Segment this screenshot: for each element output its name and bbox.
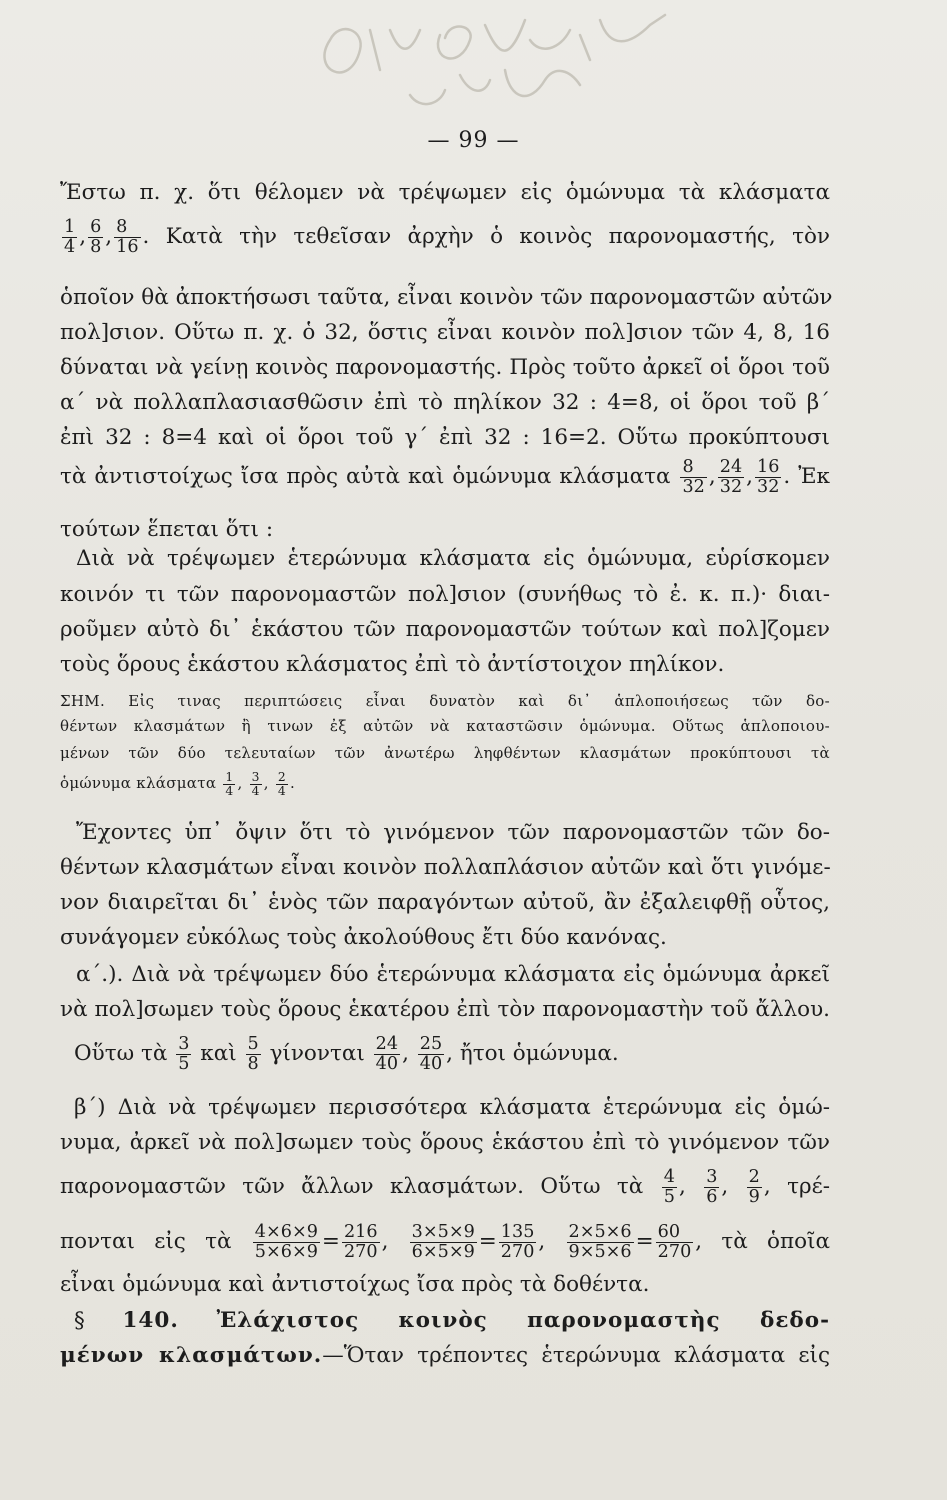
section-mark: § bbox=[74, 1308, 85, 1333]
section-number: 140. bbox=[122, 1308, 179, 1333]
fraction: $\frac{4}{5}$ bbox=[663, 1167, 675, 1207]
rule-b-line-4: πονται εἰς τὰ $\frac{4\times 6\times 9}{5\times 6\times 9}$ = $\frac{216}{270}$ , $\frac{3\times 5\times 9}{6\times 5\times 9}$ = $\frac{135}{270}$ , $\frac{2\times 5\times 6}{9\times 5\times 6}$ = $\frac{60}{270}$ , τὰ ὁποῖα bbox=[60, 1222, 831, 1262]
p2-line-2: κοινόν τι τῶν παρονομαστῶν πολ]σιον (συνήθως τὸ ἐ. κ. π.)· διαι- bbox=[60, 582, 830, 607]
p1-line-6: α΄ νὰ πολλαπλασιασθῶσιν ἐπὶ τὸ πηλίκον 32 : 4=8, οἱ ὅροι τοῦ β΄ bbox=[60, 390, 830, 415]
fraction: $\frac{1}{4}$ bbox=[64, 217, 76, 257]
fraction: $\frac{1}{4}$ bbox=[225, 769, 234, 798]
p1-line-1: Ἔστω π. χ. ὅτι θέλομεν νὰ τρέψωμεν εἰς ὁμώνυμα τὰ κλάσματα bbox=[60, 180, 830, 205]
rule-a-line-2: νὰ πολ]σωμεν τοὺς ὅρους ἑκατέρου ἐπὶ τὸν παρονομαστὴν τοῦ ἄλλου. bbox=[60, 997, 830, 1022]
rule-b-line-1: β΄) Διὰ νὰ τρέψωμεν περισσότερα κλάσματα ἑτερώνυμα εἰς ὁμώ- bbox=[74, 1095, 830, 1120]
rule-b-line-2: νυμα, ἀρκεῖ νὰ πολ]σωμεν τοὺς ὅρους ἑκάστου ἐπὶ τὸ γινόμενον τῶν bbox=[60, 1130, 830, 1155]
p1-line-8: τὰ ἀντιστοίχως ἴσα πρὸς αὐτὰ καὶ ὁμώνυμα κλάσματα $\frac{8}{32}$ , $\frac{24}{32}$ , $\frac{16}{32}$ . Ἐκ bbox=[60, 457, 830, 497]
fraction: $\frac{8}{16}$ bbox=[116, 217, 139, 257]
fraction: $\frac{16}{32}$ bbox=[757, 457, 780, 497]
fraction: $\frac{25}{40}$ bbox=[419, 1034, 443, 1074]
fraction: $\frac{8}{32}$ bbox=[682, 457, 705, 497]
rule-b-line-5: εἶναι ὁμώνυμα καὶ ἀντιστοίχως ἴσα πρὸς τὰ δοθέντα. bbox=[60, 1272, 650, 1297]
fraction: $\frac{2}{4}$ bbox=[277, 769, 286, 798]
fraction: $\frac{216}{270}$ bbox=[343, 1222, 378, 1262]
p2-line-4: τοὺς ὅρους ἑκάστου κλάσματος ἐπὶ τὸ ἀντίστοιχον πηλίκον. bbox=[60, 652, 725, 677]
note-line-2: θέντων κλασμάτων ἢ τινων ἐξ αὐτῶν νὰ καταστῶσιν ὁμώνυμα. Οὕτως ἁπλοποιου- bbox=[60, 717, 830, 735]
fraction: $\frac{3}{5}$ bbox=[178, 1034, 190, 1074]
section-heading bbox=[60, 1306, 830, 1336]
note-line-4: ὁμώνυμα κλάσματα $\frac{1}{4}$ , $\frac{3}{4}$ , $\frac{2}{4}$ . bbox=[60, 769, 296, 798]
rule-b-line-3: παρονομαστῶν τῶν ἄλλων κλασμάτων. Οὕτω τὰ $\frac{4}{5}$ , $\frac{3}{6}$ , $\frac{2}{9}$ , τρέ- bbox=[60, 1167, 831, 1207]
fraction: $\frac{3}{6}$ bbox=[706, 1167, 718, 1207]
page-number: — 99 — bbox=[427, 128, 520, 153]
p1-line-2: $\frac{1}{4}$ , $\frac{6}{8}$ , $\frac{8}{16}$ . Κατὰ τὴν τεθεῖσαν ἀρχὴν ὁ κοινὸς παρονομαστής, τὸν bbox=[64, 217, 830, 257]
fraction: $\frac{60}{270}$ bbox=[657, 1222, 692, 1262]
p1-line-7: ἐπὶ 32 : 8=4 καὶ οἱ ὅροι τοῦ γ΄ ἐπὶ 32 : 16=2. Οὕτω προκύπτουσι bbox=[60, 425, 830, 450]
p2-line-3: ροῦμεν αὐτὸ δι᾽ ἑκάστου τῶν παρονομαστῶν τούτων καὶ πολ]ζομεν bbox=[60, 617, 830, 642]
section-line-2: μένων κλασμάτων.—Ὅταν τρέποντες ἑτερώνυμα κλάσματα εἰς bbox=[60, 1343, 830, 1368]
fraction: $\frac{3}{4}$ bbox=[251, 769, 260, 798]
fraction: $\frac{2}{9}$ bbox=[748, 1167, 760, 1207]
fraction: $\frac{135}{270}$ bbox=[500, 1222, 535, 1262]
p1-line-9: τούτων ἕπεται ὅτι : bbox=[60, 517, 274, 542]
fraction: $\frac{5}{8}$ bbox=[247, 1034, 259, 1074]
p3-line-4: συνάγομεν εὐκόλως τοὺς ἀκολούθους ἔτι δύο κανόνας. bbox=[60, 925, 667, 950]
rule-a-example: Οὕτω τὰ $\frac{3}{5}$ καὶ $\frac{5}{8}$ γίνονται $\frac{24}{40}$ , $\frac{25}{40}$ , ἤτοι ὁμώνυμα. bbox=[74, 1034, 619, 1074]
section-title: Ἐλάχιστος κοινὸς παρονομαστὴς δεδο- bbox=[216, 1308, 830, 1333]
p1-line-5: δύναται νὰ γείνῃ κοινὸς παρονομαστής. Πρὸς τοῦτο ἀρκεῖ οἱ ὅροι τοῦ bbox=[60, 355, 830, 380]
fraction: $\frac{24}{40}$ bbox=[375, 1034, 399, 1074]
p3-line-2: θέντων κλασμάτων εἶναι κοινὸν πολλαπλάσιον αὐτῶν καὶ ὅτι γινόμε- bbox=[60, 855, 831, 880]
p1-line-3: ὁποῖον θὰ ἀποκτήσωσι ταῦτα, εἶναι κοινὸν τῶν παρονομαστῶν αὐτῶν bbox=[60, 285, 833, 310]
note-line-3: μένων τῶν δύο τελευταίων τῶν ἀνωτέρω ληφθέντων κλασμάτων προκύπτουσι τὰ bbox=[60, 744, 830, 762]
fraction: $\frac{2\times 5\times 6}{9\times 5\times 6}$ bbox=[568, 1222, 632, 1262]
fraction: $\frac{24}{32}$ bbox=[719, 457, 743, 497]
note-line-1: ΣΗΜ. Εἰς τινας περιπτώσεις εἶναι δυνατὸν καὶ δι᾽ ἁπλοποιήσεως τῶν δο- bbox=[60, 692, 830, 710]
fraction: $\frac{3\times 5\times 9}{6\times 5\times 9}$ bbox=[411, 1222, 475, 1262]
rule-a-line-1: α΄.). Διὰ νὰ τρέψωμεν δύο ἑτερώνυμα κλάσματα εἰς ὁμώνυμα ἀρκεῖ bbox=[76, 962, 830, 987]
p3-line-1: Ἔχοντες ὑπ᾽ ὄψιν ὅτι τὸ γινόμενον τῶν παρονομαστῶν τῶν δο- bbox=[76, 820, 830, 845]
p1-line-4: πολ]σιον. Οὕτω π. χ. ὁ 32, ὅστις εἶναι κοινὸν πολ]σιον τῶν 4, 8, 16 bbox=[60, 320, 830, 345]
p2-line-1: Διὰ νὰ τρέψωμεν ἑτερώνυμα κλάσματα εἰς ὁμώνυμα, εὑρίσκομεν bbox=[76, 546, 830, 571]
p3-line-3: νον διαιρεῖται δι᾽ ἑνὸς τῶν παραγόντων αὐτοῦ, ἂν ἐξαλειφθῇ οὗτος, bbox=[60, 890, 830, 915]
fraction: $\frac{4\times 6\times 9}{5\times 6\times 9}$ bbox=[254, 1222, 318, 1262]
handwritten-signature bbox=[270, 0, 710, 120]
fraction: $\frac{6}{8}$ bbox=[90, 217, 102, 257]
